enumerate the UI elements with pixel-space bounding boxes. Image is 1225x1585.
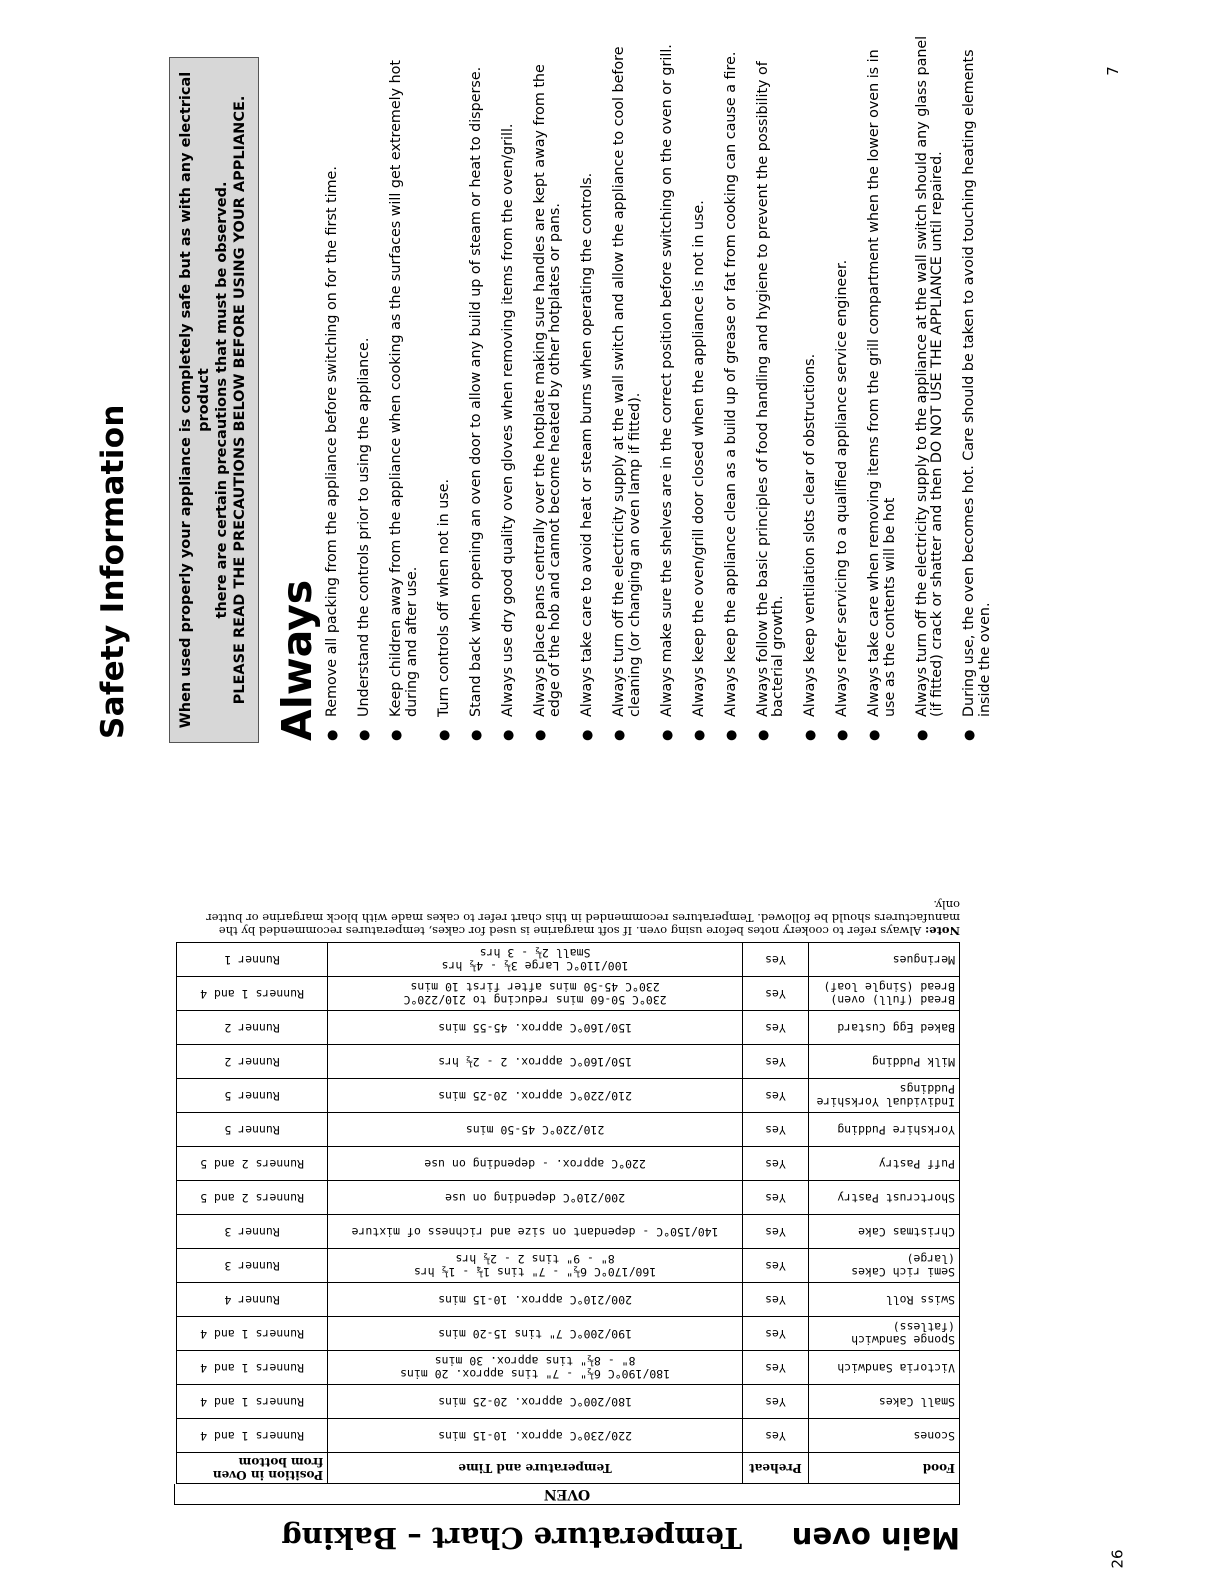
cell-food: Baked Egg Custard <box>808 1011 959 1045</box>
list-item: ● Always take care when removing items from the grill compartment when the lower oven is in use as the contents will be hot <box>867 25 898 745</box>
cell-temperature-time: 200/210°C depending on use <box>328 1181 743 1215</box>
list-item: ● Always turn off the electricity supply at the wall switch and allow the appliance to cool before cleaning (or changing an oven lamp if fitted). <box>612 25 643 745</box>
cell-position: Runner 3 <box>177 1215 328 1249</box>
cell-food: Shortcrust Pastry <box>808 1181 959 1215</box>
cell-position: Runner 2 <box>177 1011 328 1045</box>
cell-preheat: Yes <box>742 1283 808 1317</box>
list-item: ● Always use dry good quality oven gloves when removing items from the oven/grill. <box>501 25 517 745</box>
cell-preheat: Yes <box>742 1215 808 1249</box>
cell-position: Runners 1 and 4 <box>177 1419 328 1453</box>
list-item: ● Always refer servicing to a qualified appliance service engineer. <box>835 25 851 745</box>
cell-position: Runners 1 and 4 <box>177 1385 328 1419</box>
safety-notice-box <box>169 57 259 743</box>
table-row <box>177 1283 960 1317</box>
cell-temperature-time: 150/160°C approx. 2 - 2½ hrs <box>328 1045 743 1079</box>
cell-temperature-time: 160/170°C 6½" - 7" tins 1¼ - 1½ hrs 8" - 9" tins 2 - 2½ hrs <box>328 1249 743 1283</box>
cell-temperature-time: 200/210°C approx. 10-15 mins <box>328 1283 743 1317</box>
cell-food: Milk Pudding <box>808 1045 959 1079</box>
table-row <box>177 1249 960 1283</box>
cell-temperature-time: 190/200°C 7" tins 15-20 mins <box>328 1317 743 1351</box>
list-item: ● Always place pans centrally over the hotplate making sure handles are kept away from the edge of the hob and cannot become heated by other hotplates or pans. <box>533 25 564 745</box>
list-item: ● Always keep ventilation slots clear of obstructions. <box>803 25 819 745</box>
always-heading: Always <box>273 579 321 741</box>
cell-position: Runner 1 <box>177 943 328 977</box>
list-item: ● Remove all packing from the appliance before switching on for the first time. <box>325 25 341 745</box>
table-row <box>177 977 960 1011</box>
cell-preheat: Yes <box>742 1147 808 1181</box>
cell-food: Individual Yorkshire Puddings <box>808 1079 959 1113</box>
notice-line-3: PLEASE READ THE PRECAUTIONS BELOW BEFORE USING YOUR APPLIANCE. <box>232 95 248 705</box>
cell-temperature-time: 210/220°C 45-50 mins <box>328 1113 743 1147</box>
cell-position: Runner 2 <box>177 1045 328 1079</box>
list-item: ● Turn controls off when not in use. <box>437 25 453 745</box>
table-row <box>177 943 960 977</box>
table-body <box>177 943 960 1453</box>
cell-preheat: Yes <box>742 1011 808 1045</box>
cell-preheat: Yes <box>742 1385 808 1419</box>
cell-temperature-time: 180/190°C 6½" - 7" tins approx. 20 mins 8" - 8½" tins approx. 30 mins <box>328 1351 743 1385</box>
cell-food: Christmas Cake <box>808 1215 959 1249</box>
notice-line-2: there are certain precautions that must be observed. <box>214 181 230 619</box>
cell-position: Runners 2 and 5 <box>177 1147 328 1181</box>
safety-title: Safety Information <box>95 404 131 739</box>
table-row <box>177 1215 960 1249</box>
cell-temperature-time: 100/110°C Large 3½ - 4½ hrs Small 2½ - 3 hrs <box>328 943 743 977</box>
list-item: ● Always take care to avoid heat or steam burns when operating the controls. <box>580 25 596 745</box>
cell-food: Victoria Sandwich <box>808 1351 959 1385</box>
list-item: ● Understand the controls prior to using the appliance. <box>357 25 373 745</box>
table-row <box>177 1317 960 1351</box>
cell-preheat: Yes <box>742 1113 808 1147</box>
table-row <box>177 1045 960 1079</box>
page-number-left: 26 <box>1108 1549 1127 1569</box>
cell-preheat: Yes <box>742 977 808 1011</box>
list-item: ● Stand back when opening an oven door to allow any build up of steam or heat to disperse. <box>469 25 485 745</box>
cell-food: Scones <box>808 1419 959 1453</box>
cell-preheat: Yes <box>742 943 808 977</box>
note-text: Always refer to cookery notes before using oven. If soft margarine is used for cakes, temperatures recommended by the manufacturers should be followed. Temperatures recommended in this chart refer to cakes made with block margarine or butter only. <box>206 898 960 938</box>
cell-food: Sponge Sandwich (fatless) <box>808 1317 959 1351</box>
list-item: ● Always keep the appliance clean as a build up of grease or fat from cooking can cause a fire. <box>724 25 740 745</box>
cell-temperature-time: 210/220°C approx. 20-25 mins <box>328 1079 743 1113</box>
cell-food: Bread (full) oven) Bread (Single loaf) <box>808 977 959 1011</box>
oven-label: OVEN <box>174 1484 960 1505</box>
cell-preheat: Yes <box>742 1419 808 1453</box>
cell-preheat: Yes <box>742 1351 808 1385</box>
page-number-right: 7 <box>1103 66 1122 76</box>
cell-position: Runners 1 and 4 <box>177 977 328 1011</box>
cell-preheat: Yes <box>742 1317 808 1351</box>
cell-position: Runner 5 <box>177 1079 328 1113</box>
cell-position: Runner 5 <box>177 1113 328 1147</box>
cell-food: Small Cakes <box>808 1385 959 1419</box>
cell-preheat: Yes <box>742 1045 808 1079</box>
header-temperature-time: Temperature and Time <box>328 1453 743 1484</box>
temperature-chart-section <box>176 898 960 1565</box>
cell-preheat: Yes <box>742 1249 808 1283</box>
cell-position: Runners 1 and 4 <box>177 1351 328 1385</box>
list-item: ● Keep children away from the appliance when cooking as the surfaces will get extremely hot during and after use. <box>389 25 420 745</box>
header-position: Position in Oven from bottom <box>177 1453 328 1484</box>
chart-title-left: Main oven <box>791 1521 960 1555</box>
cell-food: Meringues <box>808 943 959 977</box>
list-item: ● Always keep the oven/grill door closed when the appliance is not in use. <box>692 25 708 745</box>
list-item: ● Always make sure the shelves are in the correct position before switching on the oven or grill. <box>660 25 676 745</box>
cell-food: Swiss Roll <box>808 1283 959 1317</box>
always-list <box>325 25 993 745</box>
header-preheat: Preheat <box>742 1453 808 1484</box>
cell-position: Runner 3 <box>177 1249 328 1283</box>
cell-temperature-time: 220°C approx. - depending on use <box>328 1147 743 1181</box>
chart-note <box>176 898 960 937</box>
chart-title-right: Temperature Chart – Baking <box>281 1521 742 1555</box>
cell-temperature-time: 180/200°C approx. 20-25 mins <box>328 1385 743 1419</box>
list-item: ● Always follow the basic principles of food handling and hygiene to prevent the possibility of bacterial growth. <box>756 25 787 745</box>
cell-position: Runners 1 and 4 <box>177 1317 328 1351</box>
cell-preheat: Yes <box>742 1079 808 1113</box>
cell-temperature-time: 140/150°C - dependant on size and richness of mixture <box>328 1215 743 1249</box>
table-row <box>177 1419 960 1453</box>
chart-title <box>176 1505 960 1565</box>
cell-position: Runner 4 <box>177 1283 328 1317</box>
safety-information-section <box>95 25 1095 745</box>
table-row <box>177 1079 960 1113</box>
table-row <box>177 1147 960 1181</box>
table-row <box>177 1113 960 1147</box>
table-row <box>177 1351 960 1385</box>
cell-temperature-time: 220/230°C approx. 10-15 mins <box>328 1419 743 1453</box>
cell-temperature-time: 150/160°C approx. 45-55 mins <box>328 1011 743 1045</box>
list-item: ● During use, the oven becomes hot. Care should be taken to avoid touching heating elements inside the oven. <box>962 25 993 745</box>
note-label: Note: <box>924 924 960 938</box>
list-item: ● Always turn off the electricity supply to the appliance at the wall switch should any glass panel (if fitted) crack or shatter and then DO NOT USE THE APPLIANCE until repaired. <box>915 25 946 745</box>
cell-position: Runners 2 and 5 <box>177 1181 328 1215</box>
notice-line-1: When used properly your appliance is completely safe but as with any electrical product <box>178 71 212 729</box>
cell-preheat: Yes <box>742 1181 808 1215</box>
table-row <box>177 1011 960 1045</box>
baking-table <box>176 942 960 1484</box>
cell-food: Puff Pastry <box>808 1147 959 1181</box>
cell-food: Yorkshire Pudding <box>808 1113 959 1147</box>
table-row <box>177 1181 960 1215</box>
cell-temperature-time: 230°C 50-60 mins reducing to 210/220°C 230°C 45-50 mins after first 10 mins <box>328 977 743 1011</box>
cell-food: Semi rich Cakes (large) <box>808 1249 959 1283</box>
header-food: Food <box>808 1453 959 1484</box>
table-header-row <box>177 1453 960 1484</box>
table-row <box>177 1385 960 1419</box>
